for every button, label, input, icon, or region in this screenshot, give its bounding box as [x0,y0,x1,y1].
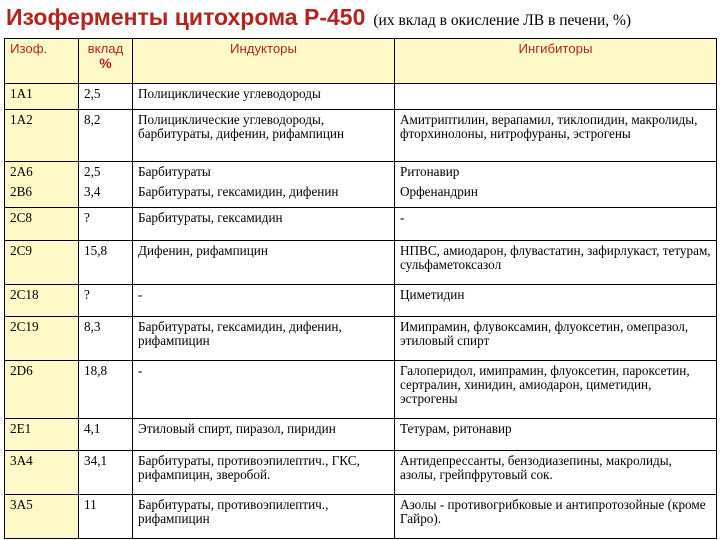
share-cell: 2,5 [79,84,133,110]
share-cell [79,162,133,208]
share-value: 3,4 [84,184,101,199]
title-subtitle: (их вклад в окисление ЛВ в печени, %) [373,12,632,29]
isoform-cell [5,162,79,208]
inducers-cell: Барбитураты, противоэпилептич., ГКС, рифампицин, зверобой. [133,451,395,495]
share-value: 2,5 [84,164,101,179]
header-share [79,39,133,84]
inducers-cell: Этиловый спирт, пиразол, пиридин [133,419,395,451]
table-row [5,208,717,241]
share-cell: 18,8 [79,361,133,419]
share-cell: 34,1 [79,451,133,495]
share-cell: ? [79,285,133,317]
inhibitors-cell: Антидепрессанты, бензодиазепины, макролиды, азолы, грейпфрутовый сок. [395,451,717,495]
isoform-value: 2B6 [10,184,32,199]
title-main: Изоферменты цитохрома Р-450 [6,4,366,30]
inducers-cell: Барбитураты, гексамидин, дифенин, рифампицин [133,317,395,361]
table-row [5,317,717,361]
inhibitors-cell: Амитриптилин, верапамил, тиклопидин, макролиды, фторхинолоны, нитрофураны, эстрогены [395,110,717,162]
table-row [5,241,717,285]
isoform-value: 2A6 [10,164,33,179]
header-row [5,39,717,84]
inhibitors-cell: НПВС, амиодарон, флувастатин, зафирлукаст, тетурам, сульфаметоксазол [395,241,717,285]
inducers-cell: Барбитураты, гексамидин [133,208,395,241]
table-row [5,162,717,208]
inducers-cell: - [133,361,395,419]
inducers-cell [133,162,395,208]
inhibitors-cell [395,162,717,208]
header-share-label: вклад [87,41,124,56]
table-row [5,285,717,317]
isoform-cell: 2C9 [5,241,79,285]
inhibitors-cell: Тетурам, ритонавир [395,419,717,451]
isoform-cell: 2C18 [5,285,79,317]
share-cell: 8,3 [79,317,133,361]
header-inducers: Индукторы [133,39,395,84]
inhibitors-cell: Имипрамин, флувоксамин, флуоксетин, омепразол, этиловый спирт [395,317,717,361]
table-row [5,84,717,110]
isoform-cell: 3A5 [5,495,79,539]
share-cell: 11 [79,495,133,539]
isoform-cell: 1A2 [5,110,79,162]
table-row [5,495,717,539]
inhibitors-cell: Циметидин [395,285,717,317]
inducers-cell: Дифенин, рифампицин [133,241,395,285]
table-row [5,110,717,162]
table-row [5,451,717,495]
header-isoform: Изоф. [5,39,79,84]
page-title [6,4,631,36]
share-cell: 4,1 [79,419,133,451]
isoform-cell: 2E1 [5,419,79,451]
share-cell: 15,8 [79,241,133,285]
isoenzyme-table [4,38,717,539]
table-row [5,419,717,451]
isoform-cell: 1A1 [5,84,79,110]
inhibitors-value: Орфенандрин [400,184,478,199]
isoform-cell: 2C8 [5,208,79,241]
inhibitors-cell [395,84,717,110]
inhibitors-cell: Галоперидол, имипрамин, флуоксетин, пароксетин, сертралин, хинидин, амиодарон, циметидин, эстрогены [395,361,717,419]
share-cell: 8,2 [79,110,133,162]
inducers-cell: Барбитураты, противоэпилептич., рифампицин [133,495,395,539]
isoform-cell: 3A4 [5,451,79,495]
inhibitors-cell: - [395,208,717,241]
inducers-cell: Полициклические углеводороды [133,84,395,110]
header-inhibitors: Ингибиторы [395,39,717,84]
inhibitors-value: Ритонавир [400,164,460,179]
inducers-value: Барбитураты [138,164,211,179]
share-cell: ? [79,208,133,241]
inducers-cell: Полициклические углеводороды, барбитураты, дифенин, рифампицин [133,110,395,162]
isoform-cell: 2D6 [5,361,79,419]
isoform-cell: 2C19 [5,317,79,361]
table-row [5,361,717,419]
inhibitors-cell: Азолы - противогрибковые и антипротозойные (кроме Гайро). [395,495,717,539]
header-share-percent: % [99,55,112,71]
inducers-value: Барбитураты, гексамидин, дифенин [138,184,339,199]
inducers-cell: - [133,285,395,317]
